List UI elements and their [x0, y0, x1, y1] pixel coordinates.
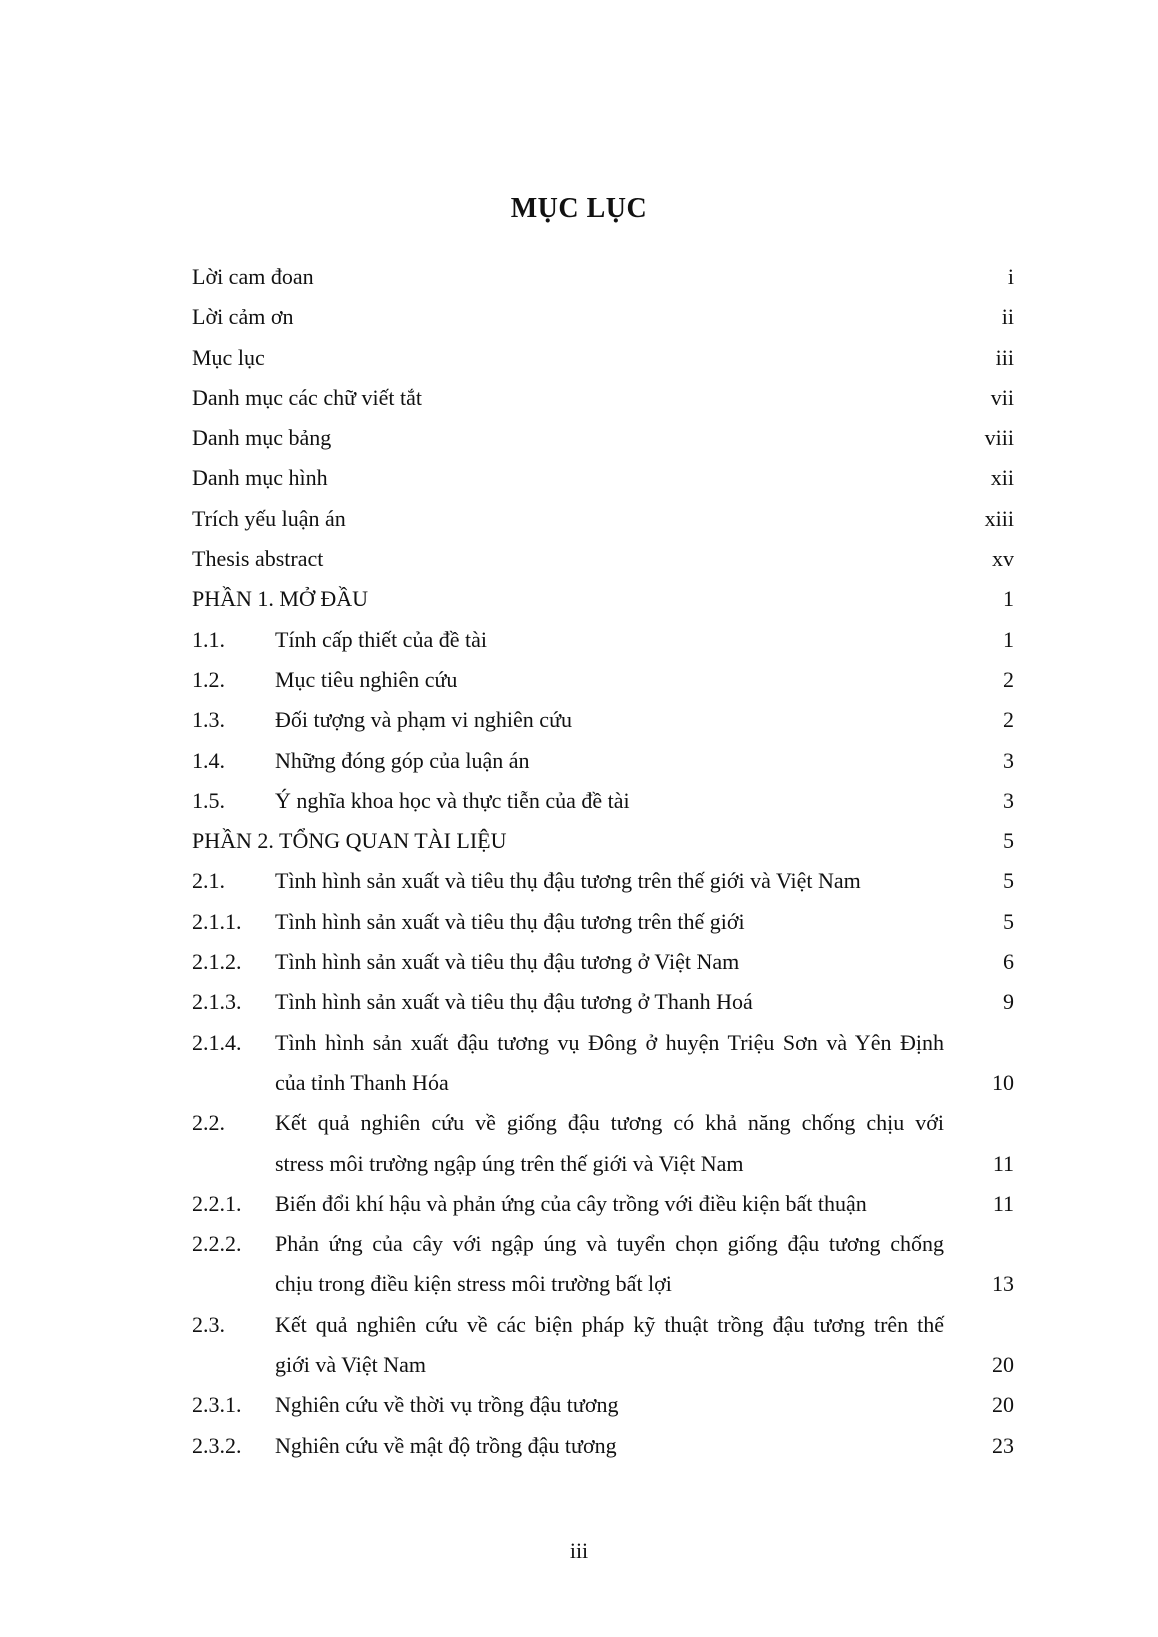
toc-entry-page: 3	[1003, 787, 1014, 813]
toc-entry-title: Tình hình sản xuất và tiêu thụ đậu tương trên thế giới	[275, 908, 745, 934]
toc-entry-number: 2.1.	[192, 868, 225, 894]
toc-entry-number: 2.2.	[192, 1110, 225, 1136]
toc-entry	[192, 942, 1014, 982]
toc-entry	[192, 741, 1014, 781]
toc-entry-number: 1.1.	[192, 626, 225, 652]
toc-entry-title-continued: của tỉnh Thanh Hóa	[275, 1069, 449, 1095]
toc-entry-page: 13	[992, 1271, 1014, 1297]
toc-entry-title: Mục lục	[192, 344, 265, 370]
toc-entry-title: Đối tượng và phạm vi nghiên cứu	[275, 707, 572, 733]
page-title: MỤC LỤC	[510, 193, 648, 224]
toc-entry-number: 2.1.4.	[192, 1029, 242, 1055]
toc-entry-page: vii	[990, 384, 1014, 410]
toc-entry-title: Những đóng góp của luận án	[275, 747, 530, 773]
toc-entry	[192, 902, 1014, 942]
toc-entry-number: 1.4.	[192, 747, 225, 773]
toc-entry	[192, 821, 1014, 861]
toc-entry-title: Danh mục bảng	[192, 425, 332, 451]
toc-entry-continuation	[192, 1264, 1014, 1304]
toc-entry-title: Trích yếu luận án	[192, 505, 346, 531]
toc-entry	[192, 660, 1014, 700]
toc-entry-number: 2.2.2.	[192, 1231, 242, 1257]
toc-entry-title-continued: chịu trong điều kiện stress môi trường bất lợi	[275, 1271, 672, 1297]
toc-entry	[192, 1305, 1014, 1345]
toc-entry	[192, 861, 1014, 901]
toc-entry-title: Ý nghĩa khoa học và thực tiễn của đề tài	[275, 787, 630, 813]
toc-entry-title-continued: giới và Việt Nam	[275, 1352, 427, 1378]
toc-entry-page: xv	[992, 546, 1014, 572]
toc-entry	[192, 499, 1014, 539]
toc-entry-title: Tình hình sản xuất và tiêu thụ đậu tương ở Việt Nam	[275, 949, 740, 975]
toc-entry-page: 1	[1003, 586, 1014, 612]
toc-entry-title: Tình hình sản xuất đậu tương vụ Đông ở huyện Triệu Sơn và Yên Định	[275, 1029, 944, 1055]
toc-entry-number: 2.1.1.	[192, 908, 242, 934]
toc-entry-title: Tình hình sản xuất và tiêu thụ đậu tương trên thế giới và Việt Nam	[275, 868, 861, 894]
toc-entry	[192, 539, 1014, 579]
toc-entry	[192, 1426, 1014, 1466]
toc-entry-title: Danh mục hình	[192, 465, 328, 491]
toc-entry-continuation	[192, 1063, 1014, 1103]
toc-entry	[192, 418, 1014, 458]
toc-entry	[192, 620, 1014, 660]
toc-entry	[192, 378, 1014, 418]
toc-entry-page: 5	[1003, 908, 1014, 934]
toc-entry-title: Phản ứng của cây với ngập úng và tuyển chọn giống đậu tương chống	[275, 1231, 944, 1257]
toc-entry	[192, 458, 1014, 498]
toc-entry-title: Danh mục các chữ viết tắt	[192, 384, 422, 410]
toc-entry-title: Lời cảm ơn	[192, 304, 294, 330]
toc-entry-title: Mục tiêu nghiên cứu	[275, 666, 458, 692]
toc-entry-title: Nghiên cứu về thời vụ trồng đậu tương	[275, 1392, 619, 1418]
toc-entry	[192, 1184, 1014, 1224]
toc-entry-title: Tình hình sản xuất và tiêu thụ đậu tương ở Thanh Hoá	[275, 989, 753, 1015]
toc-entry	[192, 982, 1014, 1022]
toc-entry-page: 2	[1003, 707, 1014, 733]
toc-entry-page: 20	[992, 1392, 1014, 1418]
toc-entry-title: Nghiên cứu về mật độ trồng đậu tương	[275, 1432, 617, 1458]
toc-entry-page: 10	[992, 1069, 1014, 1095]
toc-entry	[192, 700, 1014, 740]
toc-entry-number: 2.3.	[192, 1311, 225, 1337]
toc-entry-number: 2.3.2.	[192, 1432, 242, 1458]
toc-entry-page: 5	[1003, 868, 1014, 894]
table-of-contents	[192, 257, 1014, 1466]
toc-entry	[192, 579, 1014, 619]
toc-entry-title: PHẦN 2. TỔNG QUAN TÀI LIỆU	[192, 828, 507, 854]
toc-entry-page: 23	[992, 1432, 1014, 1458]
toc-entry-number: 2.1.3.	[192, 989, 242, 1015]
toc-entry-page: i	[1007, 264, 1014, 289]
toc-entry-title: Kết quả nghiên cứu về các biện pháp kỹ thuật trồng đậu tương trên thế	[275, 1311, 944, 1337]
toc-entry-title-continued: stress môi trường ngập úng trên thế giới và Việt Nam	[275, 1150, 744, 1176]
toc-entry	[192, 1224, 1014, 1264]
toc-entry-page: 11	[992, 1190, 1014, 1216]
toc-entry-page: 3	[1003, 747, 1014, 773]
toc-entry-page: 9	[1003, 989, 1014, 1015]
toc-entry-page: 6	[1003, 949, 1014, 975]
toc-entry	[192, 781, 1014, 821]
toc-entry	[192, 1385, 1014, 1425]
toc-entry-number: 1.3.	[192, 707, 225, 733]
toc-entry-page: xiii	[984, 505, 1014, 531]
toc-entry-number: 1.5.	[192, 787, 225, 813]
toc-entry-number: 2.3.1.	[192, 1392, 242, 1418]
toc-entry-continuation	[192, 1345, 1014, 1385]
toc-entry-page: iii	[995, 344, 1014, 370]
toc-entry-number: 2.1.2.	[192, 949, 242, 975]
toc-entry-page: 20	[992, 1352, 1014, 1378]
toc-entry	[192, 1103, 1014, 1143]
toc-entry-number: 1.2.	[192, 666, 225, 692]
toc-entry-title: Biến đổi khí hậu và phản ứng của cây trồng với điều kiện bất thuận	[275, 1190, 867, 1216]
toc-entry-title: Lời cam đoan	[192, 264, 314, 289]
toc-entry	[192, 257, 1014, 297]
page-number-footer: iii	[569, 1538, 589, 1563]
toc-entry-title: PHẦN 1. MỞ ĐẦU	[192, 586, 369, 612]
toc-entry	[192, 1023, 1014, 1063]
toc-entry-page: xii	[990, 465, 1014, 491]
toc-entry-page: ii	[1001, 304, 1014, 330]
toc-entry	[192, 338, 1014, 378]
toc-entry-page: 11	[992, 1150, 1014, 1176]
toc-entry	[192, 297, 1014, 337]
toc-entry-title: Thesis abstract	[192, 546, 324, 572]
toc-entry-title: Tính cấp thiết của đề tài	[275, 626, 487, 652]
toc-entry-number: 2.2.1.	[192, 1190, 242, 1216]
toc-entry-page: viii	[984, 425, 1014, 451]
toc-entry-title: Kết quả nghiên cứu về giống đậu tương có khả năng chống chịu với	[275, 1110, 944, 1136]
toc-entry-page: 2	[1003, 666, 1014, 692]
toc-entry-continuation	[192, 1144, 1014, 1184]
toc-entry-page: 1	[1003, 626, 1014, 652]
toc-entry-page: 5	[1003, 828, 1014, 854]
